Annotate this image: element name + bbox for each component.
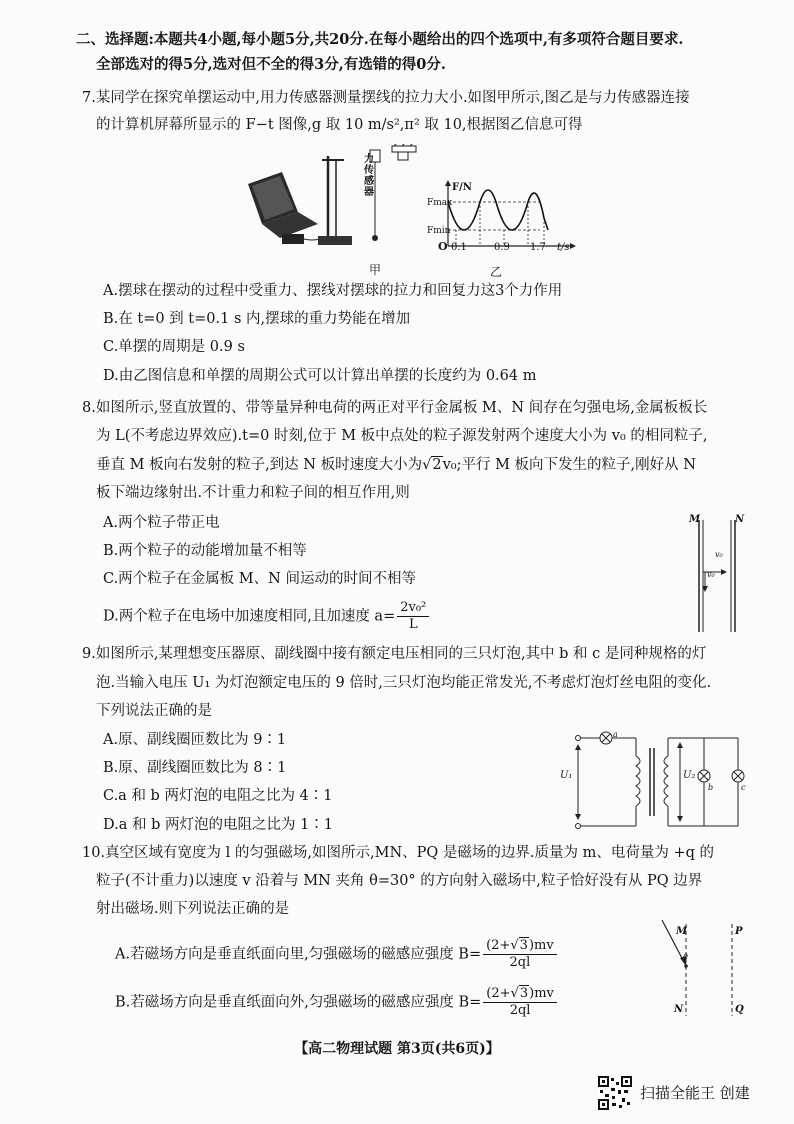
- q9-option-d: D.a 和 b 两灯泡的电阻之比为 1∶1: [103, 817, 334, 833]
- q7-stem-2: 的计算机屏幕所显示的 F−t 图像,g 取 10 m/s²,π² 取 10,根据图乙信息可得: [96, 117, 583, 133]
- q10-fig-label-p: P: [735, 926, 743, 937]
- q10-fig-label-theta: θ: [683, 953, 688, 962]
- graph-tick-2: 0.9: [494, 242, 510, 253]
- q9-figure-circuit: [572, 726, 762, 838]
- q8-fig-label-m: M: [689, 514, 701, 525]
- fig-jia-label: 甲: [369, 263, 382, 277]
- q10-fig-label-n: N: [674, 1004, 684, 1015]
- q10-fig-label-q: Q: [735, 1004, 744, 1015]
- q10-stem-1: 10.真空区域有宽度为 l 的匀强磁场,如图所示,MN、PQ 是磁场的边界.质量为 m、电荷量为 +q 的: [82, 845, 715, 861]
- q8-stem-4: 板下端边缘射出.不计重力和粒子间的相互作用,则: [96, 485, 410, 501]
- graph-tick-3: 1.7: [530, 242, 546, 253]
- graph-origin: O: [438, 240, 448, 253]
- sensor-label: 力传感器: [364, 154, 374, 198]
- section-heading: 二、选择题:本题共4小题,每小题5分,共20分.在每小题给出的四个选项中,有多项符合题目要求.: [76, 31, 684, 48]
- q9-stem-1: 9.如图所示,某理想变压器原、副线圈中接有额定电压相同的三只灯泡,其中 b 和 c 是同种规格的灯: [82, 646, 707, 662]
- q7-option-c: C.单摆的周期是 0.9 s: [103, 339, 245, 355]
- graph-ylabel: F/N: [452, 182, 472, 193]
- q9-fig-label-a: a: [613, 730, 618, 739]
- ceiling-mount: [384, 144, 420, 162]
- q8-option-a: A.两个粒子带正电: [103, 515, 220, 531]
- q7-figure-jia: [240, 146, 420, 256]
- q10-stem-2: 粒子(不计重力)以速度 v 沿着与 MN 夹角 θ=30° 的方向射入磁场中,粒子恰好没有从 PQ 边界: [96, 873, 703, 889]
- q9-option-b: B.原、副线圈匝数比为 8∶1: [103, 760, 287, 776]
- q7-stem-1: 7.某同学在探究单摆运动中,用力传感器测量摆线的拉力大小.如图甲所示,图乙是与力传感器连接: [82, 90, 690, 106]
- q8-stem-3: 垂直 M 板向右发射的粒子,到达 N 板时速度大小为√2v₀;平行 M 板向下发生的粒子,刚好从 N: [96, 457, 696, 473]
- q8-figure-plates: [685, 512, 755, 637]
- sensor-box: [282, 234, 304, 244]
- q7-option-d: D.由乙图信息和单摆的周期公式可以计算出单摆的长度约为 0.64 m: [103, 368, 537, 384]
- q9-fig-label-u1: U₁: [560, 770, 573, 781]
- q10-fig-label-m: M: [676, 926, 688, 937]
- q9-stem-2: 泡.当输入电压 U₁ 为灯泡额定电压的 9 倍时,三只灯泡均能正常发光,不考虑灯泡灯丝电阻的变化.: [96, 675, 712, 691]
- graph-tick-1: 0.1: [451, 242, 467, 253]
- q8-stem-1: 8.如图所示,竖直放置的、带等量异种电荷的两正对平行金属板 M、N 间存在匀强电场,金属板板长: [82, 400, 708, 416]
- q9-fig-label-c: c: [741, 783, 746, 792]
- q7-option-a: A.摆球在摆动的过程中受重力、摆线对摆球的拉力和回复力这3个力作用: [103, 283, 563, 299]
- q9-option-a: A.原、副线圈匝数比为 9∶1: [103, 732, 287, 748]
- q8-fig-label-v0a: v₀: [715, 550, 723, 559]
- section-heading-2: 全部选对的得5分,选对但不全的得3分,有选错的得0分.: [96, 56, 446, 73]
- q8-stem-2: 为 L(不考虑边界效应).t=0 时刻,位于 M 板中点处的粒子源发射两个速度大小为 v₀ 的相同粒子,: [96, 428, 708, 444]
- q9-fig-label-b: b: [708, 783, 714, 792]
- q9-option-c: C.a 和 b 两灯泡的电阻之比为 4∶1: [103, 788, 333, 804]
- q9-fig-label-u2: U₂: [683, 770, 696, 781]
- q8-option-b: B.两个粒子的动能增加量不相等: [103, 543, 307, 559]
- q7-option-b: B.在 t=0 到 t=0.1 s 内,摆球的重力势能在增加: [103, 311, 411, 327]
- fig-yi-label: 乙: [490, 265, 503, 279]
- page-footer: 【高二物理试题 第3页(共6页)】: [294, 1041, 500, 1057]
- qr-code-icon: [598, 1076, 632, 1110]
- q10-option-b: B.若磁场方向是垂直纸面向外,匀强磁场的磁感应强度 B= $\frac{(2+√3)mv}{2ql}$: [115, 986, 559, 1019]
- q8-option-c: C.两个粒子在金属板 M、N 间运动的时间不相等: [103, 571, 416, 587]
- q8-fig-label-v0b: v₀: [707, 570, 715, 579]
- q10-option-a: A.若磁场方向是垂直纸面向里,匀强磁场的磁感应强度 B= $\frac{(2+√3)mv}{2ql}$: [115, 938, 559, 971]
- laptop-icon: [248, 172, 318, 238]
- q8-fig-label-n: N: [735, 514, 745, 525]
- q9-stem-3: 下列说法正确的是: [96, 703, 212, 719]
- graph-fmax: Fmax: [427, 198, 453, 208]
- scanner-watermark: 扫描全能王 创建: [640, 1084, 750, 1102]
- graph-fmin: Fmin: [427, 226, 451, 236]
- q8-option-d: D.两个粒子在电场中加速度相同,且加速度 a= $\frac{\text{2v₀²}}{L}$: [103, 600, 431, 633]
- graph-xunit: t/s: [557, 242, 570, 253]
- q10-stem-3: 射出磁场.则下列说法正确的是: [96, 901, 290, 917]
